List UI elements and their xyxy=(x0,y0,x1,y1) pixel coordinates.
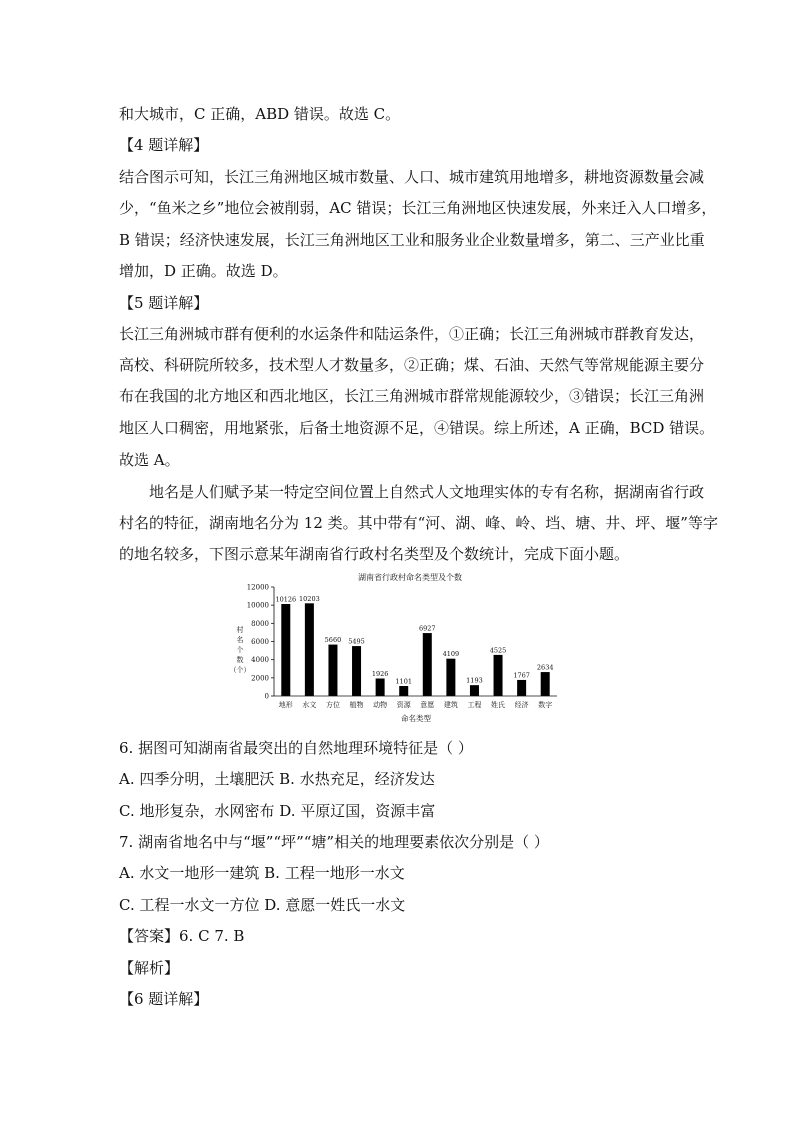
text-line: 【解析】 xyxy=(119,959,180,977)
x-tick-label: 建筑 xyxy=(443,701,458,709)
bar-value-label: 1926 xyxy=(371,670,389,679)
text-line: 增加，D 正确。故选 D。 xyxy=(119,262,288,280)
bar xyxy=(494,655,503,696)
bar xyxy=(352,646,361,696)
village-name-chart xyxy=(226,566,566,728)
bar-chart-svg xyxy=(226,566,566,724)
x-axis-ticks xyxy=(279,700,552,709)
y-axis-label-char: 村 xyxy=(236,626,244,634)
bars-group xyxy=(275,595,553,696)
text-line: 6. 据图可知湖南省最突出的自然地理环境特征是（ ） xyxy=(119,739,473,757)
text-line: C. 地形复杂，水网密布 D. 平原辽国，资源丰富 xyxy=(119,802,436,820)
text-line: A. 四季分明，土壤肥沃 B. 水热充足，经济发达 xyxy=(119,770,435,788)
bar-value-label: 1767 xyxy=(513,671,530,680)
bar-value-label: 10203 xyxy=(299,594,320,603)
x-tick-label: 方位 xyxy=(325,701,340,709)
y-tick-label: 4000 xyxy=(251,656,269,665)
y-tick-label: 6000 xyxy=(251,638,269,646)
bar xyxy=(399,686,408,696)
y-axis-ticks xyxy=(247,584,274,701)
bar xyxy=(541,672,550,696)
x-axis-label: 命名类型 xyxy=(401,714,431,723)
bar xyxy=(305,603,314,696)
text-line: 地区人口稠密，用地紧张，后备土地资源不足，④错误。综上所述，A 正确，BCD 错误。 xyxy=(119,419,715,437)
x-tick-label: 意愿 xyxy=(420,701,435,709)
text-line: A. 水文一地形一建筑 B. 工程一地形一水文 xyxy=(119,864,405,882)
y-tick-label: 0 xyxy=(264,692,269,701)
text-line: 少，“鱼米之乡”地位会被削弱，AC 错误；长江三角洲地区快速发展，外来迁入人口增多， xyxy=(119,199,717,217)
text-line: 结合图示可知，长江三角洲地区城市数量、人口、城市建筑用地增多，耕地资源数量会减 xyxy=(119,168,705,186)
text-line: 和大城市，C 正确，ABD 错误。故选 C。 xyxy=(119,105,401,123)
y-tick-label: 12000 xyxy=(246,583,269,592)
bar xyxy=(446,659,455,696)
bar xyxy=(281,604,290,696)
text-line: 【5 题详解】 xyxy=(119,294,209,312)
y-axis-label-char: 个 xyxy=(236,646,244,654)
text-line: 村名的特征，湖南地名分为 12 类。其中带有“河、湖、峰、岭、垱、塘、井、坪、堰”等字 xyxy=(119,514,718,532)
text-line: C. 工程一水文一方位 D. 意愿一姓氏一水文 xyxy=(119,896,406,914)
text-line: 【4 题详解】 xyxy=(119,136,209,154)
text-line: 高校、科研院所较多，技术型人才数量多，②正确；煤、石油、天然气等常规能源主要分 xyxy=(119,356,705,374)
x-tick-label: 动物 xyxy=(373,701,388,709)
bar xyxy=(423,633,432,696)
x-tick-label: 姓氏 xyxy=(491,701,506,709)
bar-value-label: 2634 xyxy=(536,663,554,672)
bar-value-label: 5660 xyxy=(324,636,342,645)
bar-value-label: 4109 xyxy=(442,650,460,659)
bar-value-label: 1101 xyxy=(395,677,412,686)
y-tick-label: 8000 xyxy=(251,619,269,628)
bar-value-label: 1193 xyxy=(466,676,483,685)
bar xyxy=(470,685,479,696)
bar xyxy=(328,645,337,696)
x-tick-label: 工程 xyxy=(467,701,482,709)
x-tick-label: 植物 xyxy=(349,701,364,709)
text-line: B 错误；经济快速发展，长江三角洲地区工业和服务业企业数量增多，第二、三产业比重 xyxy=(119,231,705,249)
y-axis-label-char: （个） xyxy=(229,666,251,674)
x-tick-label: 资源 xyxy=(396,701,411,709)
bar xyxy=(517,680,526,696)
bar-value-label: 4525 xyxy=(489,646,507,655)
bar-value-label: 5495 xyxy=(348,637,365,646)
y-axis-label-char: 名 xyxy=(236,636,244,644)
text-line: 布在我国的北方地区和西北地区，长江三角洲城市群常规能源较少，③错误；长江三角洲 xyxy=(119,387,705,405)
y-axis-label-char: 数 xyxy=(236,656,244,664)
bar xyxy=(376,679,385,696)
y-tick-label: 2000 xyxy=(251,674,269,683)
bar-value-label: 6927 xyxy=(419,624,436,633)
chart-title: 湖南省行政村命名类型及个数 xyxy=(358,573,462,582)
text-line: 长江三角洲城市群有便利的水运条件和陆运条件，①正确；长江三角洲城市群教育发达， xyxy=(119,325,705,343)
y-tick-label: 10000 xyxy=(246,601,269,610)
text-line: 【答案】6. C 7. B xyxy=(119,927,245,945)
text-line: 故选 A。 xyxy=(119,451,180,469)
bar-value-label: 10126 xyxy=(275,595,297,604)
text-line: 7. 湖南省地名中与“堰”“坪”“塘”相关的地理要素依次分别是（ ） xyxy=(119,833,549,851)
text-line: 地名是人们赋予某一特定空间位置上自然式人文地理实体的专有名称，据湖南省行政 xyxy=(149,483,705,501)
text-line: 的地名较多，下图示意某年湖南省行政村名类型及个数统计，完成下面小题。 xyxy=(119,545,630,563)
x-tick-label: 水文 xyxy=(302,701,317,709)
text-line: 【6 题详解】 xyxy=(119,990,209,1008)
y-axis-label xyxy=(230,625,251,674)
x-tick-label: 数字 xyxy=(538,701,553,709)
x-tick-label: 地形 xyxy=(278,701,293,709)
x-tick-label: 经济 xyxy=(514,701,529,709)
